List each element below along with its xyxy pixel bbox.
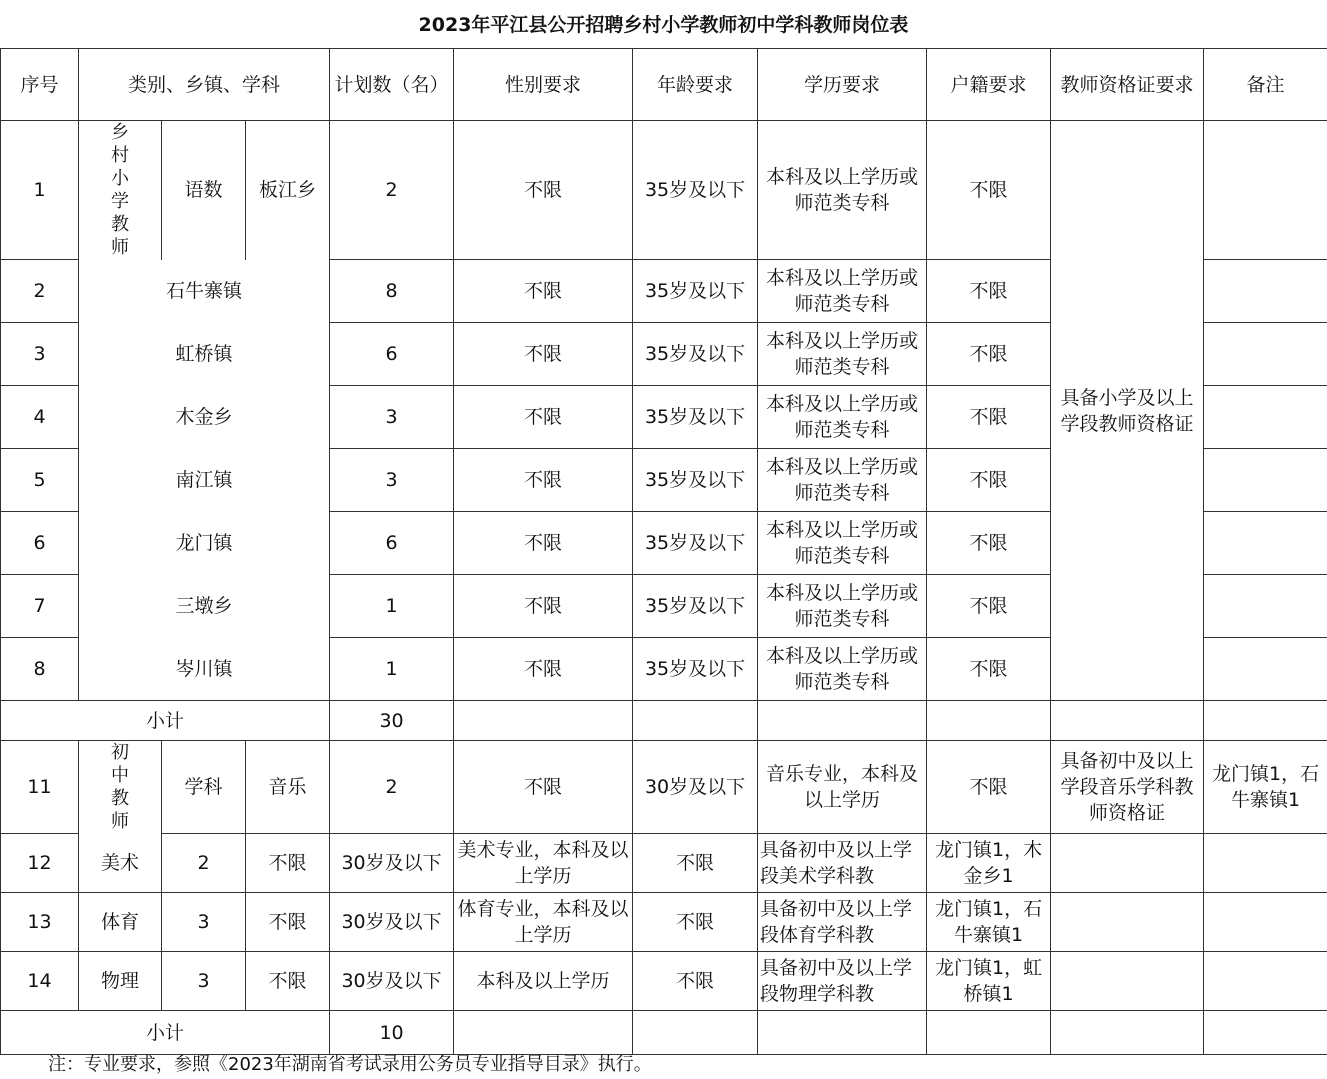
- cell-education: 本科及以上学历或师范类专科: [758, 449, 927, 512]
- table-row: [1, 893, 1327, 952]
- cell-plan: 2: [330, 741, 454, 834]
- cell-education: 本科及以上学历或师范类专科: [758, 575, 927, 638]
- empty-cell: [1051, 1011, 1204, 1055]
- cell-town: 岑川镇: [79, 638, 330, 701]
- header-plan: 计划数（名）: [330, 49, 454, 121]
- empty-cell: [454, 1011, 633, 1055]
- cell-age: 35岁及以下: [633, 449, 758, 512]
- table-row: [1, 121, 1327, 260]
- cell-gender: 不限: [454, 260, 633, 323]
- subtotal-label: 小计: [1, 1011, 330, 1055]
- cell-subject: 物理: [79, 952, 162, 1011]
- table-row: [1, 741, 1327, 834]
- cell-cert: 具备初中及以上学段体育学科教: [758, 893, 927, 952]
- empty-cell: [927, 701, 1051, 741]
- cell-huji: 不限: [927, 386, 1051, 449]
- cell-seq: 2: [1, 260, 79, 323]
- primary-cert: 具备小学及以上学段教师资格证: [1051, 121, 1204, 701]
- cell-huji: 不限: [633, 893, 758, 952]
- cell-town: 南江镇: [79, 449, 330, 512]
- cell-remark: [1204, 386, 1327, 449]
- cell-town: 三墩乡: [79, 575, 330, 638]
- cell-subject-label: 学科: [162, 741, 246, 834]
- cell-subject: 语数: [162, 121, 246, 260]
- header-category: 类别、乡镇、学科: [79, 49, 330, 121]
- cell-gender: 不限: [454, 323, 633, 386]
- cell-remark: [1204, 449, 1327, 512]
- cell-remark: [1204, 323, 1327, 386]
- cell-age: 35岁及以下: [633, 512, 758, 575]
- middle-category: 初中教师: [110, 742, 129, 832]
- cell-town: 虹桥镇: [79, 323, 330, 386]
- cell-seq: 3: [1, 323, 79, 386]
- cell-age: 30岁及以下: [330, 952, 454, 1011]
- cell-seq: 7: [1, 575, 79, 638]
- cell-subject: 音乐: [246, 741, 330, 834]
- empty-cell: [1204, 834, 1327, 893]
- footnote: 注：专业要求，参照《2023年湖南省考试录用公务员专业指导目录》执行。: [48, 1054, 652, 1075]
- cell-gender: 不限: [454, 512, 633, 575]
- header-education: 学历要求: [758, 49, 927, 121]
- header-seq: 序号: [1, 49, 79, 121]
- cell-age: 35岁及以下: [633, 260, 758, 323]
- cell-remark: [1204, 575, 1327, 638]
- recruitment-table: [0, 48, 1327, 1055]
- empty-cell: [1051, 834, 1204, 893]
- middle-category-cell: [79, 741, 162, 834]
- cell-town: 龙门镇: [79, 512, 330, 575]
- empty-cell: [1204, 893, 1327, 952]
- cell-seq: 11: [1, 741, 79, 834]
- cell-gender: 不限: [246, 893, 330, 952]
- cell-education: 本科及以上学历或师范类专科: [758, 638, 927, 701]
- cell-age: 30岁及以下: [330, 834, 454, 893]
- subtotal-row: [1, 701, 1327, 741]
- cell-remark: 龙门镇1，木金乡1: [927, 834, 1051, 893]
- cell-age: 35岁及以下: [633, 638, 758, 701]
- cell-seq: 12: [1, 834, 79, 893]
- cell-age: 30岁及以下: [633, 741, 758, 834]
- cell-huji: 不限: [927, 741, 1051, 834]
- cell-cert: 具备初中及以上学段美术学科教: [758, 834, 927, 893]
- page-title: 2023年平江县公开招聘乡村小学教师初中学科教师岗位表: [418, 14, 909, 36]
- cell-age: 35岁及以下: [633, 575, 758, 638]
- cell-seq: 4: [1, 386, 79, 449]
- cell-subject: 体育: [79, 893, 162, 952]
- cell-seq: 1: [1, 121, 79, 260]
- cell-huji: 不限: [927, 323, 1051, 386]
- subtotal-value: 30: [330, 701, 454, 741]
- cell-remark: [1204, 121, 1327, 260]
- primary-category-cell: [79, 121, 162, 260]
- cell-gender: 不限: [454, 575, 633, 638]
- cell-seq: 8: [1, 638, 79, 701]
- table-row: [1, 834, 1327, 893]
- header-row: [1, 49, 1327, 121]
- primary-category: 乡村小学教师: [110, 122, 129, 258]
- cell-remark: [1204, 260, 1327, 323]
- cell-remark: [1204, 638, 1327, 701]
- header-age: 年龄要求: [633, 49, 758, 121]
- cell-huji: 不限: [927, 121, 1051, 260]
- header-gender: 性别要求: [454, 49, 633, 121]
- cell-age: 30岁及以下: [330, 893, 454, 952]
- cell-education: 本科及以上学历或师范类专科: [758, 260, 927, 323]
- cell-education: 本科及以上学历或师范类专科: [758, 512, 927, 575]
- cell-plan: 1: [330, 575, 454, 638]
- header-cert: 教师资格证要求: [1051, 49, 1204, 121]
- cell-remark: 龙门镇1，石牛寨镇1: [927, 893, 1051, 952]
- cell-huji: 不限: [633, 834, 758, 893]
- empty-cell: [1051, 893, 1204, 952]
- cell-remark: [1204, 512, 1327, 575]
- cell-education: 本科及以上学历或师范类专科: [758, 323, 927, 386]
- cell-gender: 不限: [246, 834, 330, 893]
- cell-seq: 13: [1, 893, 79, 952]
- cell-education: 体育专业，本科及以上学历: [454, 893, 633, 952]
- cell-seq: 6: [1, 512, 79, 575]
- cell-huji: 不限: [927, 575, 1051, 638]
- cell-plan: 3: [330, 449, 454, 512]
- cell-gender: 不限: [454, 386, 633, 449]
- empty-cell: [1204, 1011, 1327, 1055]
- cell-plan: 2: [330, 121, 454, 260]
- cell-town: 木金乡: [79, 386, 330, 449]
- cell-cert: 具备初中及以上学段物理学科教: [758, 952, 927, 1011]
- subtotal-row: [1, 1011, 1327, 1055]
- cell-town: 板江乡: [246, 121, 330, 260]
- cell-huji: 不限: [927, 449, 1051, 512]
- cell-gender: 不限: [246, 952, 330, 1011]
- cell-plan: 2: [162, 834, 246, 893]
- cell-plan: 1: [330, 638, 454, 701]
- cell-age: 35岁及以下: [633, 121, 758, 260]
- cell-gender: 不限: [454, 449, 633, 512]
- table-row: [1, 952, 1327, 1011]
- cell-plan: 3: [162, 893, 246, 952]
- cell-age: 35岁及以下: [633, 386, 758, 449]
- cell-education: 本科及以上学历或师范类专科: [758, 121, 927, 260]
- header-huji: 户籍要求: [927, 49, 1051, 121]
- cell-town: 石牛寨镇: [79, 260, 330, 323]
- cell-education: 美术专业，本科及以上学历: [454, 834, 633, 893]
- empty-cell: [1204, 701, 1327, 741]
- empty-cell: [633, 701, 758, 741]
- cell-gender: 不限: [454, 741, 633, 834]
- cell-remark: 龙门镇1，石牛寨镇1: [1204, 741, 1327, 834]
- cell-education: 音乐专业，本科及以上学历: [758, 741, 927, 834]
- cell-remark: 龙门镇1，虹桥镇1: [927, 952, 1051, 1011]
- cell-huji: 不限: [633, 952, 758, 1011]
- empty-cell: [927, 1011, 1051, 1055]
- cell-education: 本科及以上学历: [454, 952, 633, 1011]
- header-remark: 备注: [1204, 49, 1327, 121]
- cell-plan: 8: [330, 260, 454, 323]
- cell-seq: 5: [1, 449, 79, 512]
- cell-huji: 不限: [927, 512, 1051, 575]
- cell-subject: 美术: [79, 834, 162, 893]
- cell-plan: 3: [330, 386, 454, 449]
- cell-seq: 14: [1, 952, 79, 1011]
- subtotal-label: 小计: [1, 701, 330, 741]
- cell-plan: 6: [330, 512, 454, 575]
- cell-age: 35岁及以下: [633, 323, 758, 386]
- empty-cell: [1051, 952, 1204, 1011]
- empty-cell: [758, 1011, 927, 1055]
- cell-plan: 3: [162, 952, 246, 1011]
- empty-cell: [1051, 701, 1204, 741]
- empty-cell: [454, 701, 633, 741]
- cell-gender: 不限: [454, 121, 633, 260]
- empty-cell: [758, 701, 927, 741]
- cell-education: 本科及以上学历或师范类专科: [758, 386, 927, 449]
- cell-cert: 具备初中及以上学段音乐学科教师资格证: [1051, 741, 1204, 834]
- empty-cell: [633, 1011, 758, 1055]
- subtotal-value: 10: [330, 1011, 454, 1055]
- cell-gender: 不限: [454, 638, 633, 701]
- cell-huji: 不限: [927, 260, 1051, 323]
- cell-huji: 不限: [927, 638, 1051, 701]
- cell-plan: 6: [330, 323, 454, 386]
- empty-cell: [1204, 952, 1327, 1011]
